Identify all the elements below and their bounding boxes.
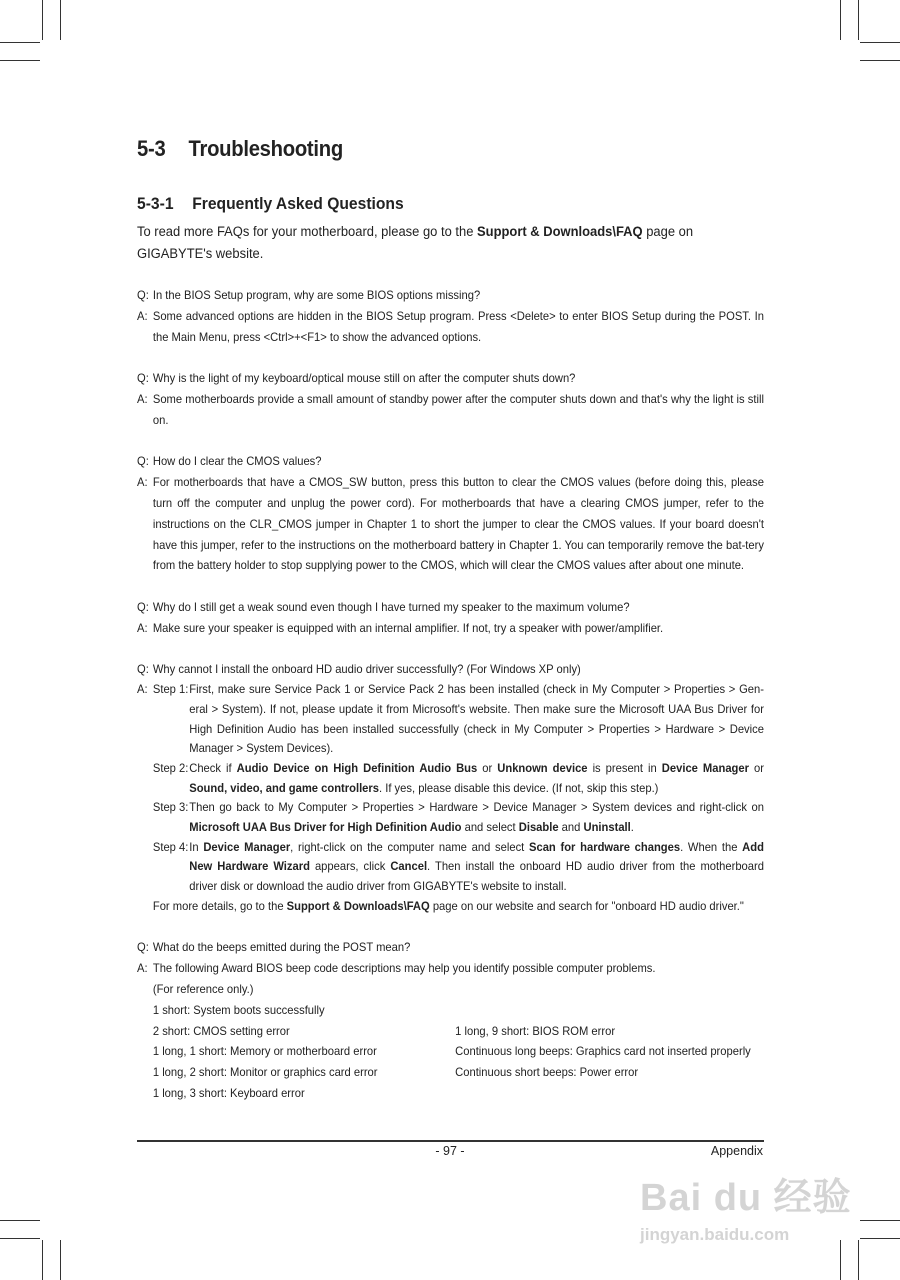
crop-mark [0, 60, 40, 61]
footer-rule [137, 1140, 764, 1142]
beep-code: 1 short: System boots successfully [152, 1002, 325, 1017]
beep-code: 1 long, 3 short: Keyboard error [152, 1085, 305, 1100]
faq-answer: A: The following Award BIOS beep code descriptions may help you identify possible computer problems. [137, 961, 656, 976]
beep-code: 1 long, 9 short: BIOS ROM error [455, 1023, 616, 1038]
subsection-heading [137, 194, 404, 214]
faq-answer: A: For motherboards that have a CMOS_SW button, press this button to clear the CMOS values (before doing this, please turn off the computer and unplug the power cord). For motherboards that have a clearing CMOS jumper, refer to the instructions on the CLR_CMOS jumper in Chapter 1 to short the jumper to clear the CMOS values. If your board doesn't have this jumper, refer to the instructions on the motherboard battery in Chapter 1. You can temporarily remove the bat-tery from the battery holder to stop supplying power to the CMOS, which will clear the CMOS values after about one minute. [137, 475, 764, 573]
crop-mark [0, 1238, 40, 1239]
faq-answer-step-3: Step 3: Then go back to My Computer > Properties > Hardware > Device Manager > System devices and right-click on Microsoft UAA Bus Driver for High Definition Audio and select Disable and Uninstall. [152, 800, 764, 835]
crop-mark [860, 1238, 900, 1239]
crop-mark [840, 1240, 841, 1280]
crop-mark [0, 42, 40, 43]
beep-note: (For reference only.) [152, 981, 254, 996]
intro-paragraph: To read more FAQs for your motherboard, please go to the Support & Downloads\FAQ page on GIGABYTE's website. [137, 224, 694, 261]
beep-code [455, 1000, 751, 1021]
faq-answer-step-1: A: Step 1: First, make sure Service Pack 1 or Service Pack 2 has been installed (check in My Computer > Properties > Gen-eral > System). If not, please update it from Microsoft's website. Then make sure the Microsoft UAA Bus Driver for High Definition Audio has been installed successfully (check in My Computer > Properties > Hardware > Device Manager > System Devices). [137, 682, 764, 756]
baidu-watermark: Bai du 经验 jingyan.baidu.com [640, 1177, 852, 1244]
crop-mark [42, 0, 43, 40]
beep-code: Continuous long beeps: Graphics card not inserted properly [455, 1044, 751, 1059]
crop-mark [42, 1240, 43, 1280]
beep-code: 1 long, 2 short: Monitor or graphics card error [152, 1065, 378, 1080]
section-heading [137, 136, 343, 162]
faq-question: Q: How do I clear the CMOS values? [137, 454, 322, 469]
crop-mark [858, 0, 859, 40]
section-number: 5-3 [137, 136, 166, 161]
faq-question: Q: Why cannot I install the onboard HD audio driver successfully? (For Windows XP only) [137, 662, 581, 677]
crop-mark [840, 0, 841, 40]
footer-section: Appendix [710, 1144, 763, 1158]
faq-question: Q: In the BIOS Setup program, why are some BIOS options missing? [137, 288, 481, 302]
crop-mark [860, 1220, 900, 1221]
faq-question: Q: Why is the light of my keyboard/optical mouse still on after the computer shuts down? [137, 371, 576, 386]
faq-question: Q: What do the beeps emitted during the POST mean? [137, 940, 411, 955]
faq-question: Q: Why do I still get a weak sound even though I have turned my speaker to the maximum volume? [137, 599, 630, 614]
crop-mark [860, 42, 900, 43]
faq-body [137, 285, 764, 1104]
subsection-number: 5-3-1 [137, 194, 174, 213]
faq-answer: A: Some motherboards provide a small amount of standby power after the computer shuts down and that's why the light is still on. [137, 391, 764, 427]
faq-link-text: Support & Downloads\FAQ [477, 224, 643, 239]
crop-mark [60, 1240, 61, 1280]
beep-code-list [153, 1000, 764, 1104]
crop-mark [0, 1220, 40, 1221]
crop-mark [858, 1240, 859, 1280]
beep-code: Continuous short beeps: Power error [455, 1065, 639, 1080]
crop-mark [860, 60, 900, 61]
beep-code: 1 long, 1 short: Memory or motherboard error [152, 1044, 377, 1059]
faq-answer: A: Some advanced options are hidden in the BIOS Setup program. Press <Delete> to enter BIOS Setup during the POST. In the Main Menu, press <Ctrl>+<F1> to show the advanced options. [137, 308, 764, 344]
faq-more-details: For more details, go to the Support & Downloads\FAQ page on our website and search for "onboard HD audio driver." [152, 898, 744, 913]
crop-mark [60, 0, 61, 40]
page-number: - 97 - [435, 1144, 465, 1158]
beep-code: 2 short: CMOS setting error [152, 1023, 290, 1038]
faq-answer-step-2: Step 2: Check if Audio Device on High Definition Audio Bus or Unknown device is present in Device Manager or Sound, video, and game controllers. If yes, please disable this device. (If not, skip this step.) [152, 760, 764, 795]
faq-answer-step-4: Step 4: In Device Manager, right-click on the computer name and select Scan for hardware changes. When the Add New Hardware Wizard appears, click Cancel. Then install the onboard HD audio driver from the motherboard driver disk or download the audio driver from GIGABYTE's website to install. [152, 839, 764, 894]
section-title: Troubleshooting [188, 136, 343, 161]
subsection-title: Frequently Asked Questions [192, 194, 404, 213]
faq-answer: A: Make sure your speaker is equipped with an internal amplifier. If not, try a speaker with power/amplifier. [137, 620, 664, 635]
